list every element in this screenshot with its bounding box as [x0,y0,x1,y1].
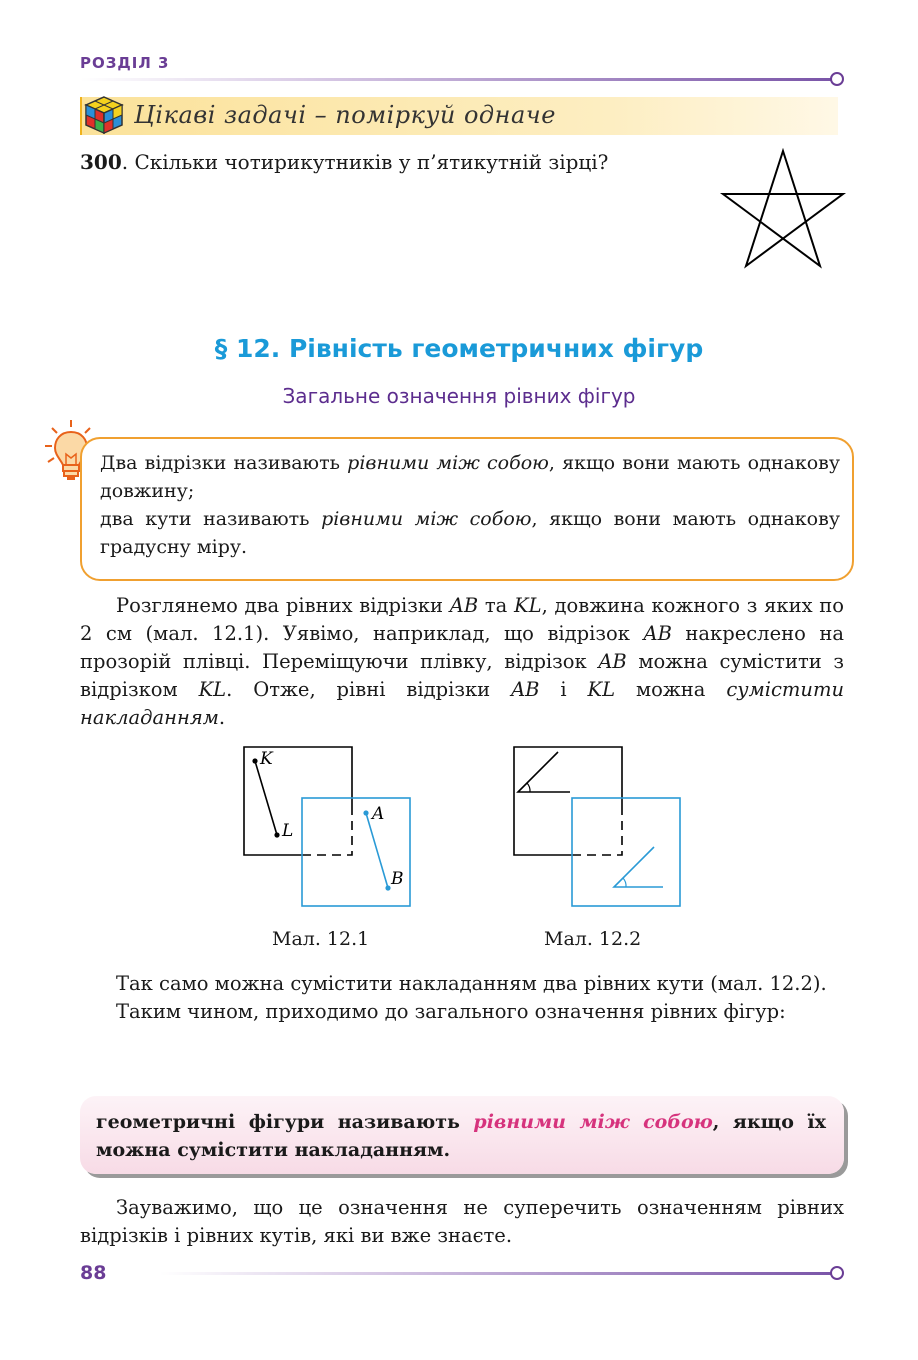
dashed-overlap [572,806,622,855]
segment-name: KL [198,678,227,701]
paragraph-4: Зауважимо, що це означення не суперечить означенням рівних відрізків і рівних кутів, які ви вже знаєте. [80,1196,844,1247]
label-k: K [260,749,273,769]
text: . [218,706,226,729]
definition-text: , якщо вони мають однакову довжину; [100,452,841,502]
paragraph-2: Так само можна сумістити накладанням два рівних кути (мал. 12.2). [116,972,827,995]
definition-text: Два відрізки називають [100,452,348,474]
segment-kl [255,761,277,835]
section-subtitle: Загальне означення рівних фігур [282,384,636,408]
footer-divider-end-dot [830,1266,844,1280]
header-divider-end-dot [830,72,844,86]
label-l: L [282,821,294,841]
paragraph-3: Таким чином, приходимо до загального означення рівних фігур: [116,1000,786,1023]
blue-square [572,798,680,906]
segment-name: AB [511,678,540,701]
general-definition-text [96,1108,826,1164]
paragraph-angles [80,970,844,1026]
segment-name: AB [643,622,672,645]
text: і [539,678,588,701]
definition-emphasis: рівними між собою [347,452,549,474]
chapter-label: РОЗДІЛ 3 [80,54,170,72]
definition-text: , якщо вони мають однакову градусну міру. [100,508,840,558]
figure-12-2 [506,740,690,912]
black-square [514,747,622,855]
text: , довжина кожного з яких по 2 см (мал. 12.1). Уявімо, наприклад, що відрізок [80,594,845,645]
dashed-overlap [302,806,352,855]
definition-box [80,437,854,581]
text: можна сумістити з відрізком [80,650,844,701]
black-angle [518,752,570,792]
emphasis: рівними між собою [473,1111,713,1133]
section-title: § 12. Рівність геометричних фігур [214,334,704,363]
text: . Отже, рівні відрізки [226,678,512,701]
paragraph-segments [80,592,844,732]
blue-square [302,798,410,906]
header-divider [80,78,832,81]
text: можна [615,678,727,701]
problem-300 [80,150,608,174]
segment-name: AB [598,650,627,673]
label-b: B [391,869,404,889]
definition-angles [100,505,840,561]
figure-12-2-caption: Мал. 12.2 [544,928,642,950]
rubiks-cube-icon [82,95,126,137]
text: та [478,594,515,617]
label-a: A [372,804,385,824]
figure-12-1-caption: Мал. 12.1 [272,928,370,950]
text: геометричні фігури називають [96,1111,474,1133]
segment-name: KL [514,594,542,617]
pentagram-figure [718,148,848,270]
emphasis: сумістити накладанням [80,678,845,729]
text: Розглянемо два рівних відрізки [116,594,450,617]
segment-ab [366,813,388,888]
definition-emphasis: рівними між собою [321,508,532,530]
paragraph-remark [80,1194,844,1250]
segment-name: KL [587,678,616,701]
figure-12-1 [236,740,420,912]
segment-name: AB [449,594,479,617]
text: накреслено на прозорій плівці. Переміщуючи плівку, відрізок [80,622,844,673]
problem-number: 300 [80,150,122,174]
text: , якщо їх можна сумістити накладанням. [96,1111,826,1161]
problem-text: . Скільки чотирикутників у п’ятикутній зірці? [121,150,609,174]
definition-segments [100,449,840,505]
definition-text: два кути називають [100,508,322,530]
banner-title: Цікаві задачі – поміркуй одначе [134,101,556,129]
page-number: 88 [80,1262,107,1284]
footer-divider [160,1272,832,1275]
